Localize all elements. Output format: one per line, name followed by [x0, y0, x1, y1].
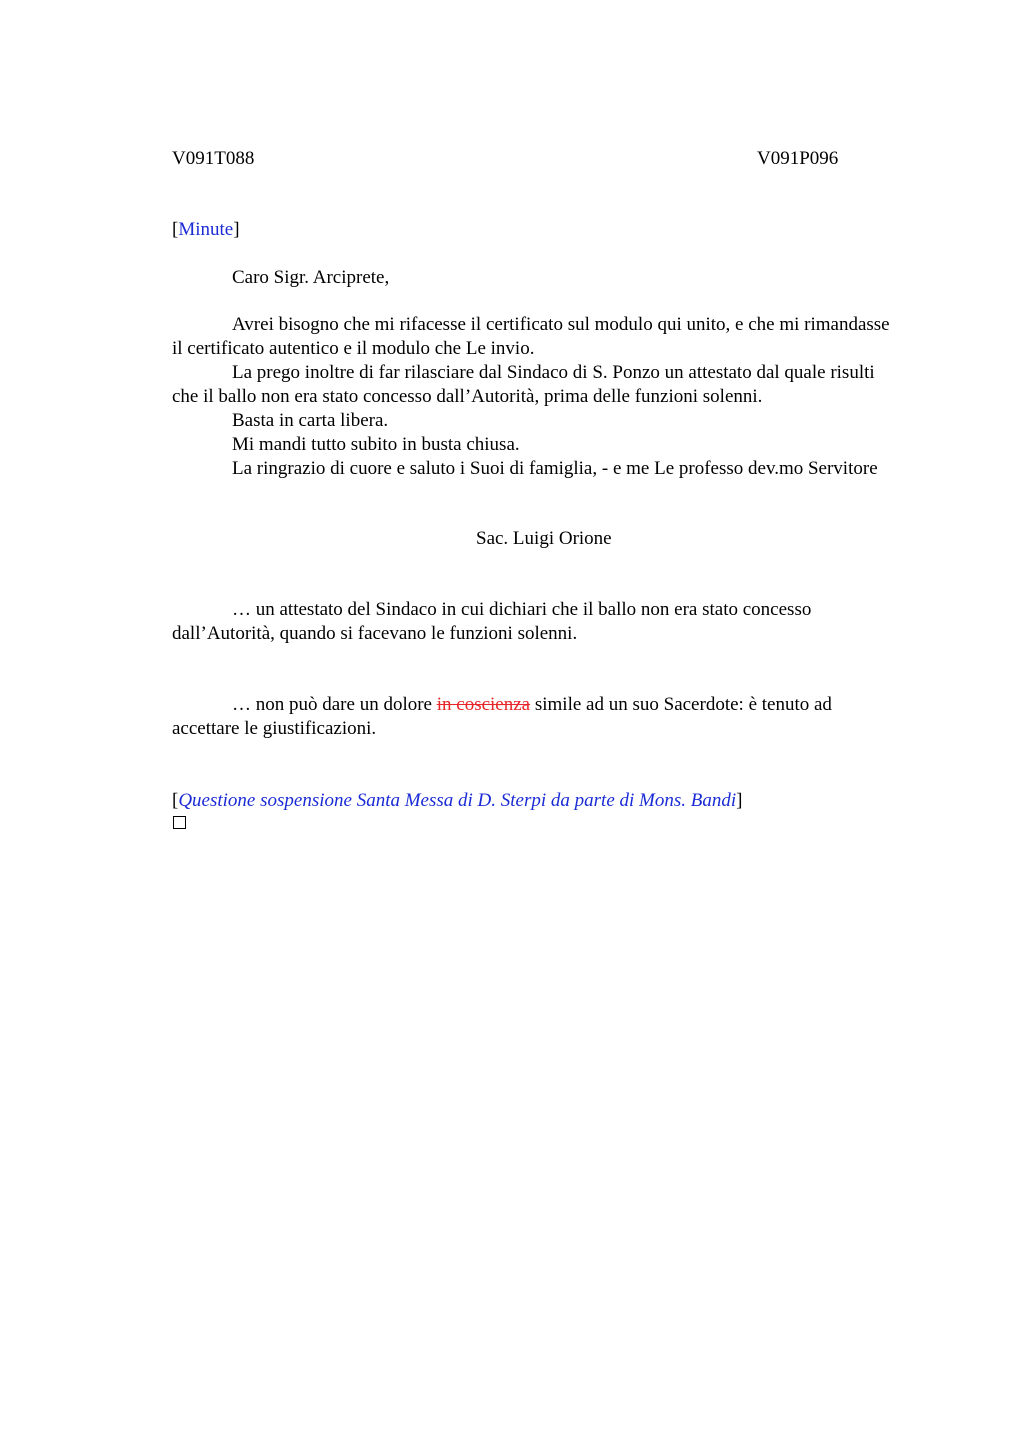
- section-label: [172, 218, 240, 242]
- document-code-right: V091P096: [757, 148, 839, 169]
- topic-close-bracket: ]: [736, 790, 743, 811]
- fragment-two: [172, 693, 892, 741]
- section-label-open-bracket: [: [172, 219, 179, 240]
- letter-paragraph: La ringrazio di cuore e saluto i Suoi di famiglia, - e me Le professo dev.mo Servitore: [232, 458, 878, 479]
- section-label-text: Minute: [178, 219, 234, 240]
- fragment-two-after: simile ad un suo Sacerdote: è tenuto ad accettare le giustificazioni.: [172, 694, 832, 739]
- letter-signature: Sac. Luigi Orione: [476, 528, 612, 549]
- topic-text: Questione sospensione Santa Messa di D. Sterpi da parte di Mons. Bandi: [178, 790, 737, 811]
- letter-salutation: Caro Sigr. Arciprete,: [232, 267, 390, 288]
- topic-open-bracket: [: [172, 790, 179, 811]
- letter-paragraph: Avrei bisogno che mi rifacesse il certificato sul modulo qui unito, e che mi rimandasse il certificato autentico e il modulo che Le invio.: [172, 314, 890, 359]
- fragment-two-text: [172, 693, 892, 741]
- letter-paragraph: Basta in carta libera.: [232, 410, 389, 431]
- struck-text: in coscienza: [436, 694, 531, 715]
- letter-paragraph: Mi mandi tutto subito in busta chiusa.: [232, 434, 520, 455]
- fragment-one: [172, 598, 892, 646]
- topic-label: [172, 789, 742, 813]
- document-code-left: V091T088: [172, 148, 255, 169]
- end-marker-box-icon: [173, 816, 186, 829]
- section-label-close-bracket: ]: [233, 219, 240, 240]
- fragment-two-before: … non può dare un dolore: [232, 694, 437, 715]
- letter-body: [172, 313, 892, 481]
- letter-paragraph: La prego inoltre di far rilasciare dal Sindaco di S. Ponzo un attestato dal quale risulti che il ballo non era stato concesso dall’Autorità, prima delle funzioni solenni.: [172, 362, 875, 407]
- fragment-one-text: … un attestato del Sindaco in cui dichiari che il ballo non era stato concesso dall’Autorità, quando si facevano le funzioni solenni.: [172, 599, 812, 644]
